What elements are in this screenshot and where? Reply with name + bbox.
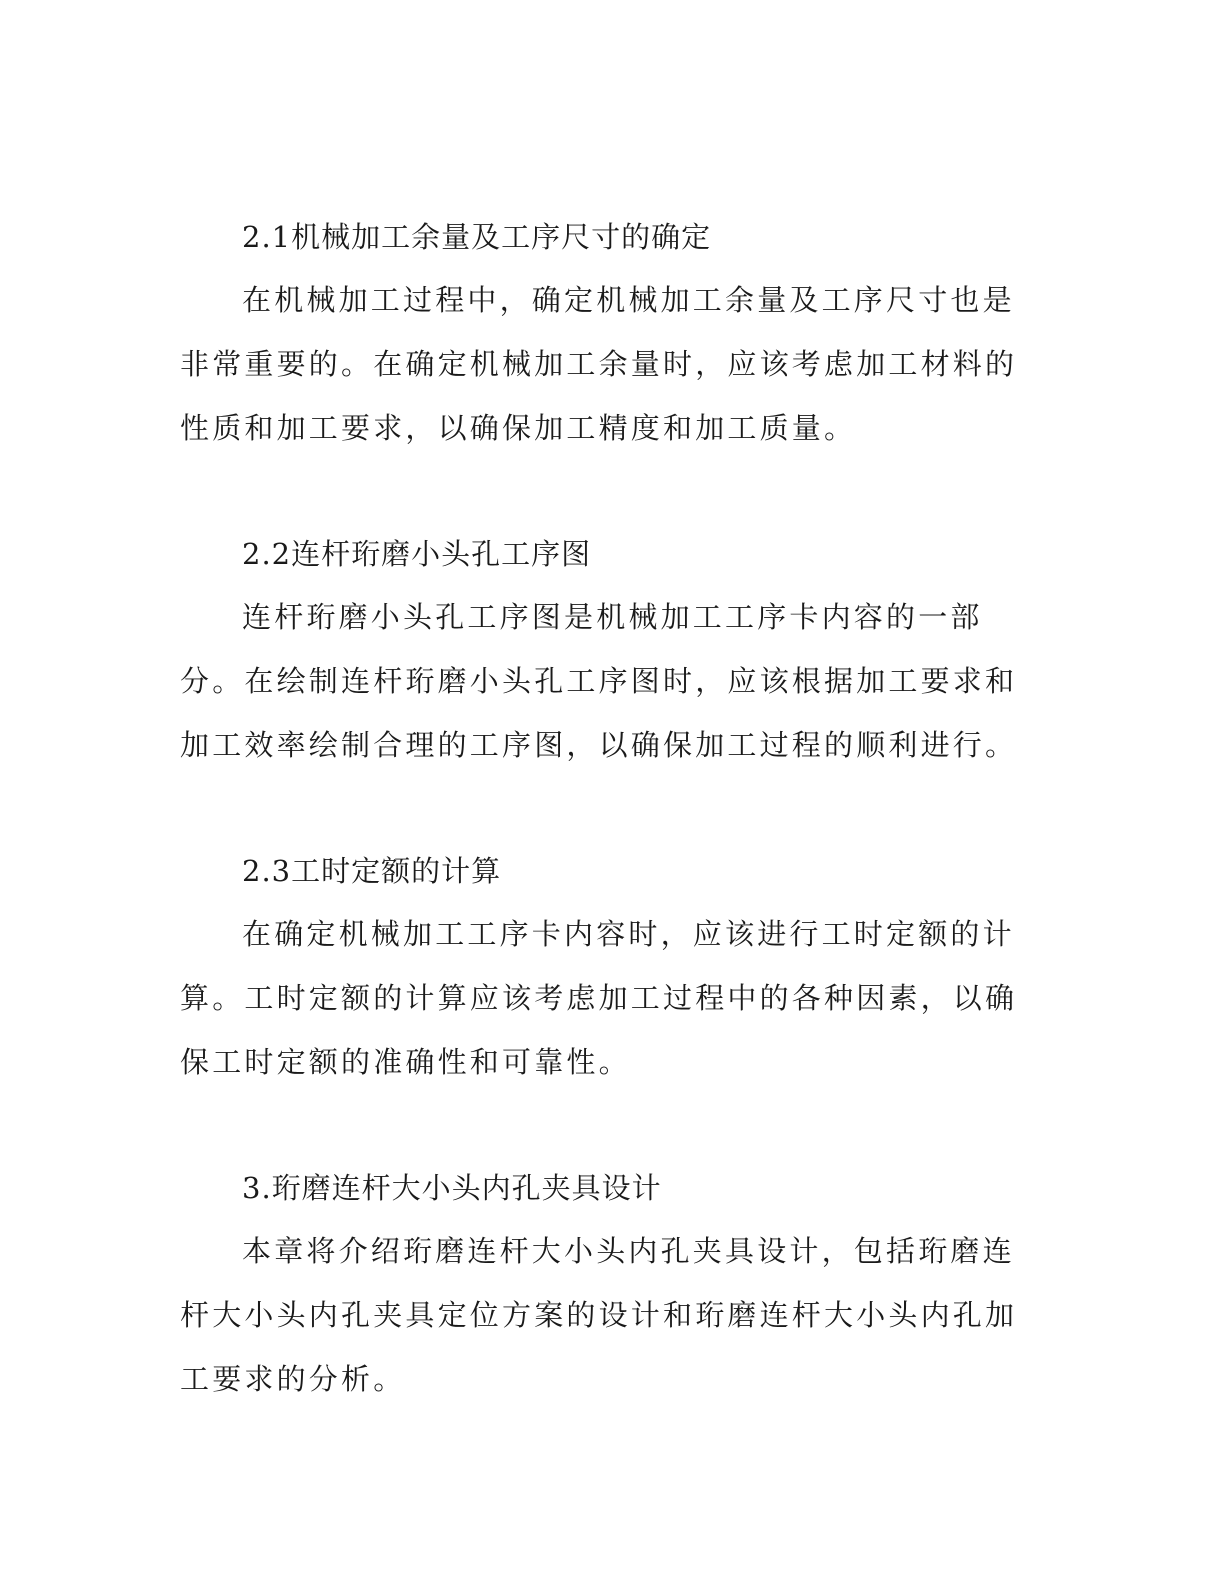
section-paragraph: 在确定机械加工工序卡内容时，应该进行工时定额的计算。工时定额的计算应该考虑加工过程中的各种因素，以确保工时定额的准确性和可靠性。 (180, 917, 1018, 1079)
section-heading: 2.2连杆珩磨小头孔工序图 (242, 537, 592, 571)
section-paragraph: 在机械加工过程中，确定机械加工余量及工序尺寸也是非常重要的。在确定机械加工余量时，应该考虑加工材料的性质和加工要求，以确保加工精度和加工质量。 (180, 283, 1018, 445)
section-heading: 2.3工时定额的计算 (242, 854, 502, 888)
section-paragraph: 连杆珩磨小头孔工序图是机械加工工序卡内容的一部分。在绘制连杆珩磨小头孔工序图时，应该根据加工要求和加工效率绘制合理的工序图，以确保加工过程的顺利进行。 (180, 600, 1018, 762)
section-heading: 3.珩磨连杆大小头内孔夹具设计 (242, 1171, 662, 1205)
section-3 (180, 1157, 1060, 1411)
section-2-2 (180, 523, 1060, 777)
section-2-1 (180, 206, 1060, 460)
section-paragraph: 本章将介绍珩磨连杆大小头内孔夹具设计，包括珩磨连杆大小头内孔夹具定位方案的设计和珩磨连杆大小头内孔加工要求的分析。 (180, 1234, 1018, 1396)
section-2-3 (180, 840, 1060, 1094)
section-heading: 2.1机械加工余量及工序尺寸的确定 (242, 220, 712, 254)
